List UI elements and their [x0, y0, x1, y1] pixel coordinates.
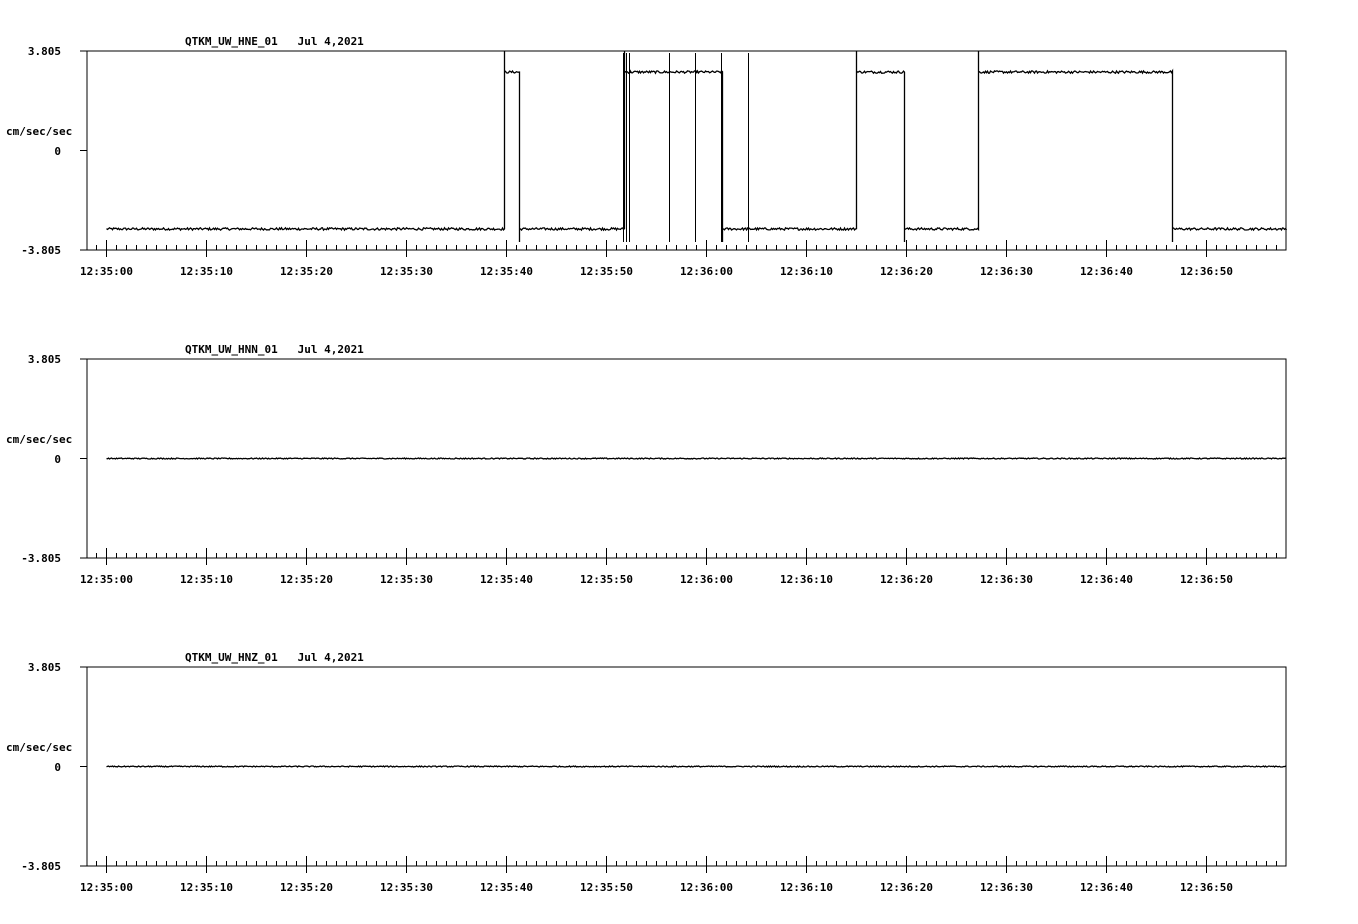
x-tick-label: 12:36:50	[1180, 881, 1233, 894]
panel-title: QTKM_UW_HNZ_01 Jul 4,2021	[185, 651, 364, 664]
panel-hnz	[6, 651, 1287, 894]
y-axis-label: cm/sec/sec	[6, 125, 73, 138]
x-tick-label: 12:35:20	[280, 265, 333, 278]
waveform-trace	[107, 766, 1287, 767]
x-tick-label: 12:35:30	[380, 881, 433, 894]
x-tick-label: 12:35:40	[480, 573, 533, 586]
x-tick-label: 12:35:00	[80, 881, 133, 894]
y-tick-label-zero: 0	[54, 761, 61, 774]
y-tick-label-bottom: -3.805	[21, 860, 61, 873]
x-tick-label: 12:35:00	[80, 573, 133, 586]
panel-hnn	[6, 343, 1287, 586]
y-tick-label-top: 3.805	[27, 353, 61, 366]
x-tick-label: 12:36:00	[680, 573, 733, 586]
x-tick-label: 12:36:00	[680, 265, 733, 278]
x-tick-label: 12:36:50	[1180, 573, 1233, 586]
x-tick-label: 12:36:20	[880, 265, 933, 278]
panel-title: QTKM_UW_HNE_01 Jul 4,2021	[185, 35, 364, 48]
panel-hne	[6, 35, 1287, 278]
x-tick-label: 12:36:10	[780, 881, 833, 894]
x-tick-label: 12:35:10	[180, 265, 233, 278]
x-tick-label: 12:35:30	[380, 573, 433, 586]
x-tick-label: 12:35:50	[580, 573, 633, 586]
panel-title: QTKM_UW_HNN_01 Jul 4,2021	[185, 343, 364, 356]
x-tick-label: 12:36:40	[1080, 573, 1133, 586]
x-tick-label: 12:35:00	[80, 265, 133, 278]
x-tick-label: 12:36:00	[680, 881, 733, 894]
y-tick-label-bottom: -3.805	[21, 552, 61, 565]
x-tick-label: 12:35:10	[180, 881, 233, 894]
y-tick-label-bottom: -3.805	[21, 244, 61, 257]
y-axis-label: cm/sec/sec	[6, 741, 73, 754]
x-tick-label: 12:36:40	[1080, 265, 1133, 278]
y-tick-label-zero: 0	[54, 145, 61, 158]
y-tick-label-top: 3.805	[27, 661, 61, 674]
x-tick-label: 12:35:40	[480, 881, 533, 894]
x-tick-label: 12:35:50	[580, 881, 633, 894]
x-tick-label: 12:35:40	[480, 265, 533, 278]
x-tick-label: 12:35:20	[280, 573, 333, 586]
y-axis-label: cm/sec/sec	[6, 433, 73, 446]
waveform-trace	[107, 458, 1287, 459]
x-tick-label: 12:35:50	[580, 265, 633, 278]
x-tick-label: 12:36:30	[980, 881, 1033, 894]
plot-frame	[87, 51, 1286, 250]
x-tick-label: 12:36:30	[980, 265, 1033, 278]
x-tick-label: 12:36:20	[880, 573, 933, 586]
x-tick-label: 12:36:50	[1180, 265, 1233, 278]
x-tick-label: 12:35:10	[180, 573, 233, 586]
x-tick-label: 12:36:10	[780, 265, 833, 278]
waveform-trace	[107, 51, 1287, 242]
x-tick-label: 12:36:30	[980, 573, 1033, 586]
x-tick-label: 12:36:20	[880, 881, 933, 894]
y-tick-label-zero: 0	[54, 453, 61, 466]
x-tick-label: 12:35:20	[280, 881, 333, 894]
x-tick-label: 12:36:40	[1080, 881, 1133, 894]
x-tick-label: 12:36:10	[780, 573, 833, 586]
x-tick-label: 12:35:30	[380, 265, 433, 278]
y-tick-label-top: 3.805	[27, 45, 61, 58]
